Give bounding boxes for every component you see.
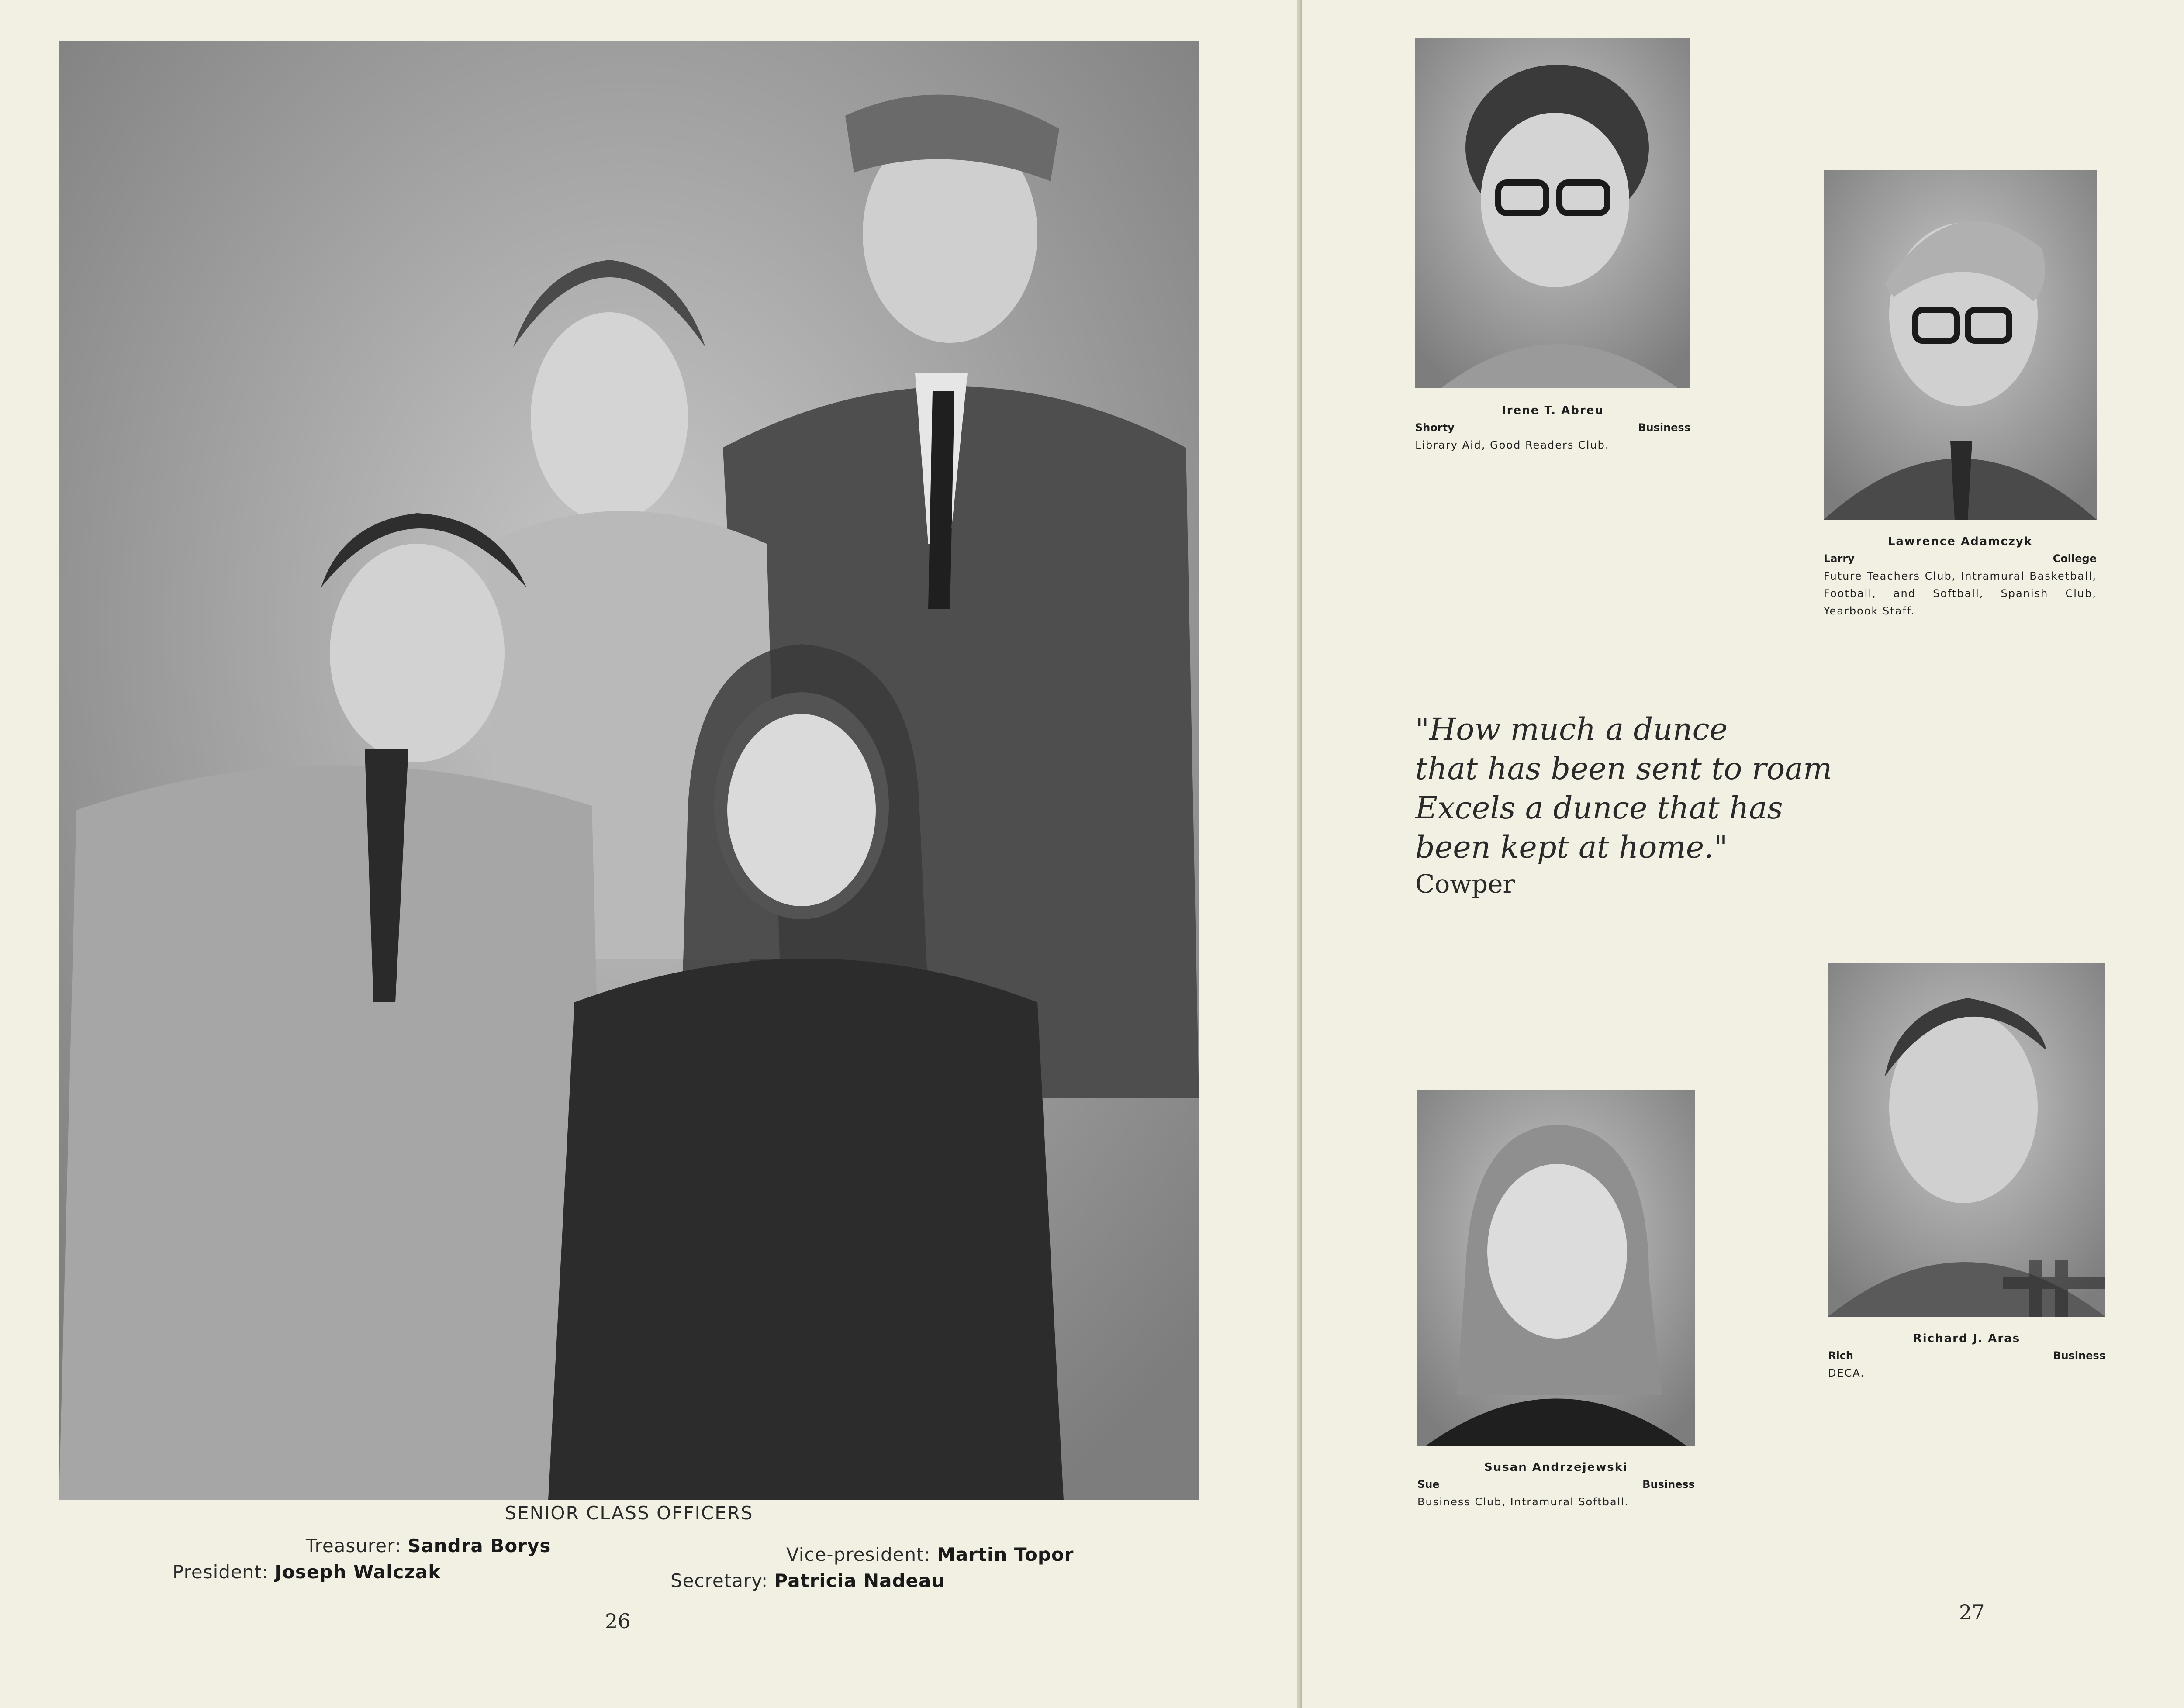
senior-caption	[1828, 1332, 2105, 1382]
senior-officers-group-photo	[59, 41, 1199, 1500]
officer-name: Joseph Walczak	[275, 1561, 441, 1583]
senior-course: Business	[1638, 421, 1690, 434]
quote-author: Cowper	[1415, 869, 1515, 899]
senior-meta	[1415, 421, 1690, 434]
senior-caption	[1415, 404, 1690, 454]
senior-portrait-richard-aras	[1828, 963, 2105, 1317]
senior-course: College	[2053, 552, 2097, 565]
senior-course: Business	[2053, 1349, 2105, 1362]
officer-name: Sandra Borys	[408, 1535, 551, 1556]
quote-line: Excels a dunce that has	[1415, 790, 1783, 826]
senior-activities: Library Aid, Good Readers Club.	[1415, 439, 1610, 451]
officer-president	[173, 1561, 441, 1583]
quote	[1415, 710, 1832, 867]
officer-name: Patricia Nadeau	[774, 1570, 945, 1591]
officers-caption-title: SENIOR CLASS OFFICERS	[505, 1502, 753, 1524]
page-number-right: 27	[1959, 1601, 1985, 1624]
officer-role: President:	[173, 1561, 269, 1583]
officer-role: Secretary:	[670, 1570, 768, 1591]
senior-name: Irene T. Abreu	[1502, 404, 1604, 417]
senior-activities: Business Club, Intramural Softball.	[1417, 1496, 1629, 1508]
senior-nickname: Larry	[1824, 552, 1855, 565]
senior-caption	[1417, 1461, 1695, 1511]
officer-secretary	[670, 1570, 945, 1591]
quote-line: "How much a dunce	[1415, 711, 1728, 747]
quote-line: that has been sent to roam	[1415, 751, 1832, 787]
senior-name: Richard J. Aras	[1913, 1332, 2021, 1345]
senior-portrait-irene-abreu	[1415, 38, 1690, 388]
senior-activities: Future Teachers Club, Intramural Basketball, Football, and Softball, Spanish Club, Yearbook Staff.	[1824, 570, 2097, 617]
senior-portrait-lawrence-adamczyk	[1824, 170, 2097, 520]
officer-role: Vice-president:	[786, 1544, 931, 1565]
senior-nickname: Sue	[1417, 1478, 1440, 1491]
senior-portrait-susan-andrzejewski	[1417, 1090, 1695, 1446]
page-number-left: 26	[605, 1609, 631, 1633]
senior-meta	[1828, 1349, 2105, 1362]
officer-treasurer	[306, 1535, 551, 1556]
quote-line: been kept at home."	[1415, 829, 1728, 865]
senior-nickname: Shorty	[1415, 421, 1455, 434]
senior-name: Susan Andrzejewski	[1484, 1461, 1628, 1474]
officer-name: Martin Topor	[937, 1544, 1074, 1565]
senior-activities: DECA.	[1828, 1367, 1865, 1379]
senior-meta	[1417, 1478, 1695, 1491]
senior-course: Business	[1642, 1478, 1695, 1491]
officer-vice-president	[786, 1544, 1074, 1565]
right-page	[1302, 0, 2184, 1708]
senior-nickname: Rich	[1828, 1349, 1854, 1362]
senior-name: Lawrence Adamczyk	[1887, 535, 2033, 548]
senior-caption	[1824, 535, 2097, 620]
senior-meta	[1824, 552, 2097, 565]
officer-role: Treasurer:	[306, 1535, 401, 1556]
